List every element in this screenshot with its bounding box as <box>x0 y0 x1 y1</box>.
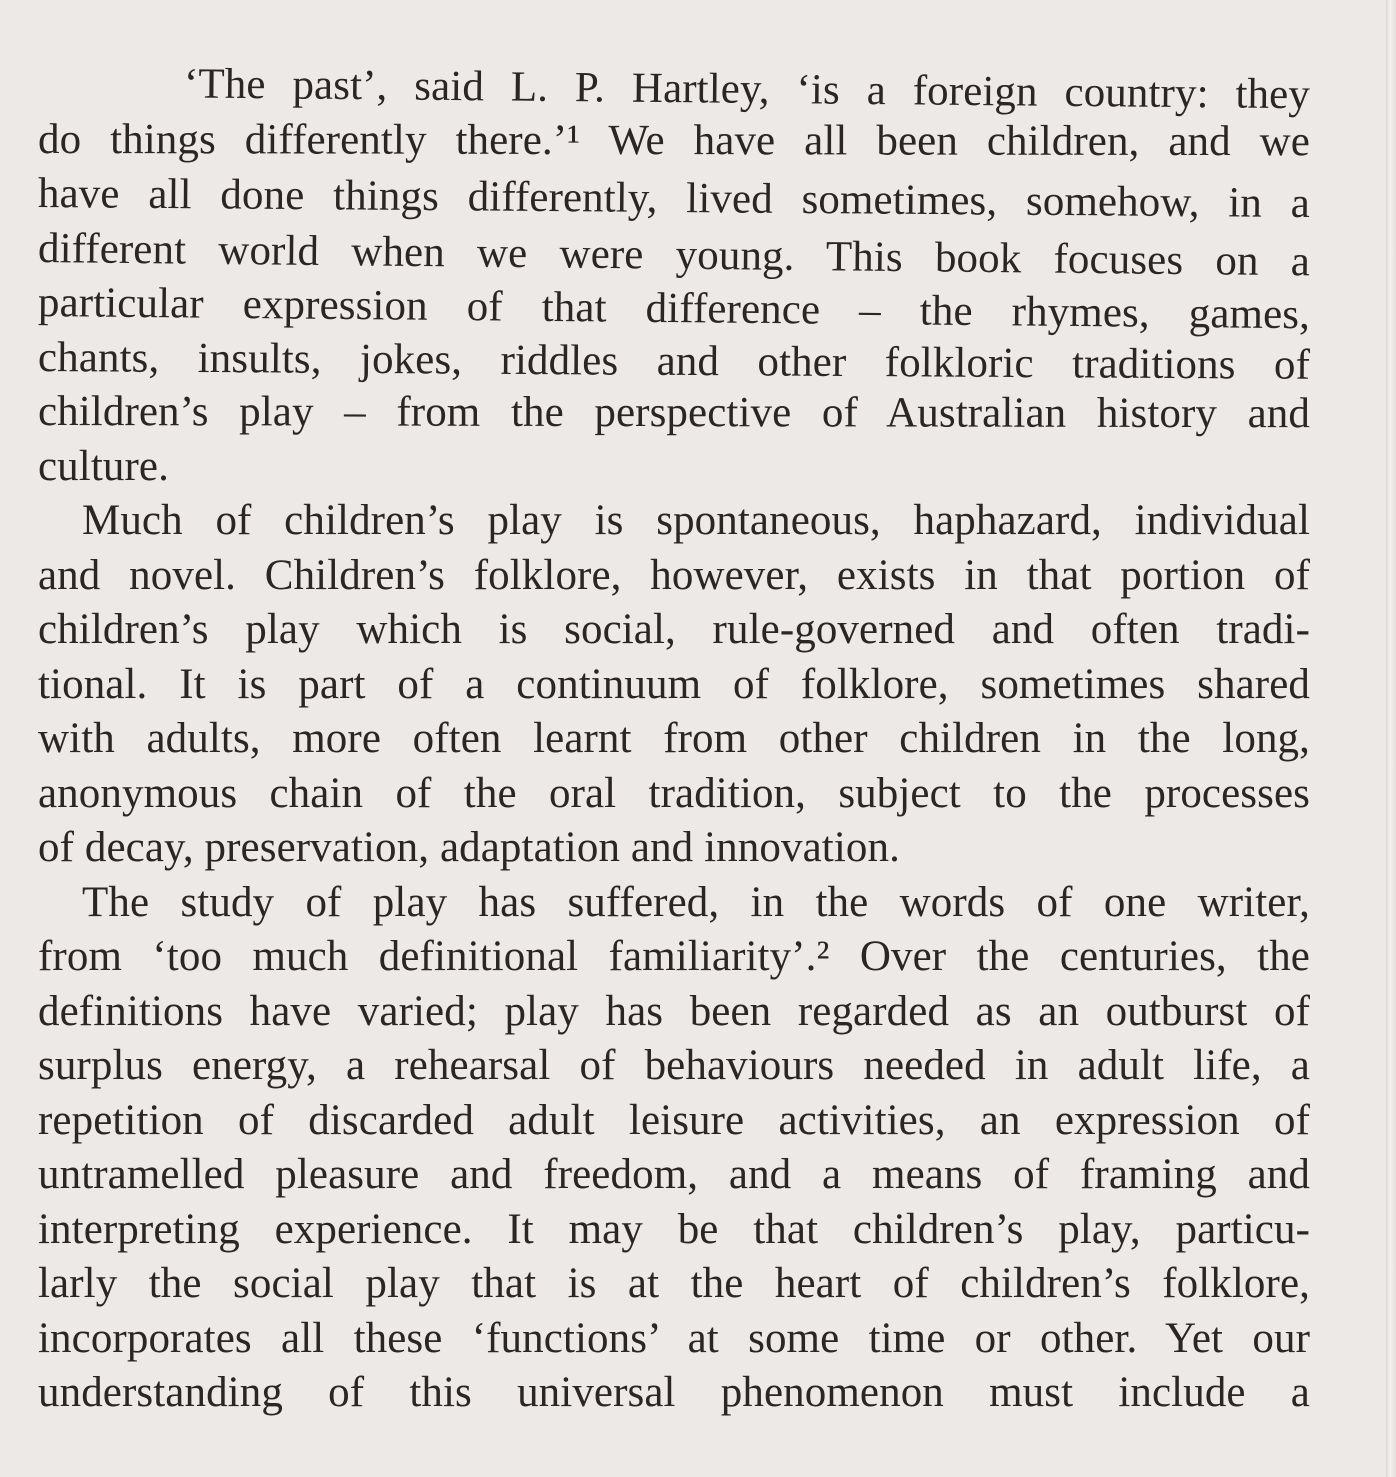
text-line: ‘The past’, said L. P. Hartley, ‘is a foreign country: they <box>183 60 1311 119</box>
text-line: children’s play – from the perspective of Australian history and <box>37 388 1311 438</box>
text-line: anonymous chain of the oral tradition, subject to the processes <box>38 769 1310 817</box>
text-line: culture. <box>38 442 169 490</box>
paragraph-2 <box>38 494 1310 876</box>
text-line: chants, insults, jokes, riddles and other folkloric traditions of <box>37 333 1311 389</box>
text-line: Much of children’s play is spontaneous, haphazard, individual <box>82 497 1310 544</box>
text-line: larly the social play that is at the heart of children’s folklore, <box>38 1260 1310 1307</box>
text-line: from ‘too much definitional familiarity’.² Over the centuries, the <box>38 933 1310 980</box>
text-line: repetition of discarded adult leisure activities, an expression of <box>38 1096 1310 1144</box>
text-line: children’s play which is social, rule-governed and often tradi- <box>38 606 1310 653</box>
text-line: of decay, preservation, adaptation and innovation. <box>38 824 900 871</box>
text-line: interpreting experience. It may be that children’s play, particu- <box>38 1205 1310 1253</box>
text-line: and novel. Children’s folklore, however, exists in that portion of <box>38 551 1310 599</box>
text-line: The study of play has suffered, in the words of one writer, <box>82 878 1310 926</box>
paragraph-1 <box>38 58 1310 494</box>
text-line: with adults, more often learnt from other children in the long, <box>38 715 1310 762</box>
text-line: have all done things differently, lived sometimes, somehow, in a <box>37 170 1311 227</box>
body-text <box>38 58 1310 1421</box>
text-line: different world when we were young. This book focuses on a <box>37 224 1311 285</box>
text-line: surplus energy, a rehearsal of behaviours needed in adult life, a <box>38 1042 1310 1089</box>
text-line: incorporates all these ‘functions’ at some time or other. Yet our <box>38 1314 1310 1362</box>
text-line: do things differently there.’¹ We have all been children, and we <box>37 115 1311 165</box>
paragraph-3 <box>38 876 1310 1421</box>
page-edge <box>1386 0 1396 1477</box>
text-line: untramelled pleasure and freedom, and a means of framing and <box>38 1151 1310 1198</box>
text-line: understanding of this universal phenomenon must include a <box>38 1369 1310 1416</box>
text-line: definitions have varied; play has been regarded as an outburst of <box>38 987 1310 1035</box>
text-line: tional. It is part of a continuum of folklore, sometimes shared <box>38 660 1310 708</box>
text-line: particular expression of that difference – the rhymes, games, <box>37 279 1311 339</box>
